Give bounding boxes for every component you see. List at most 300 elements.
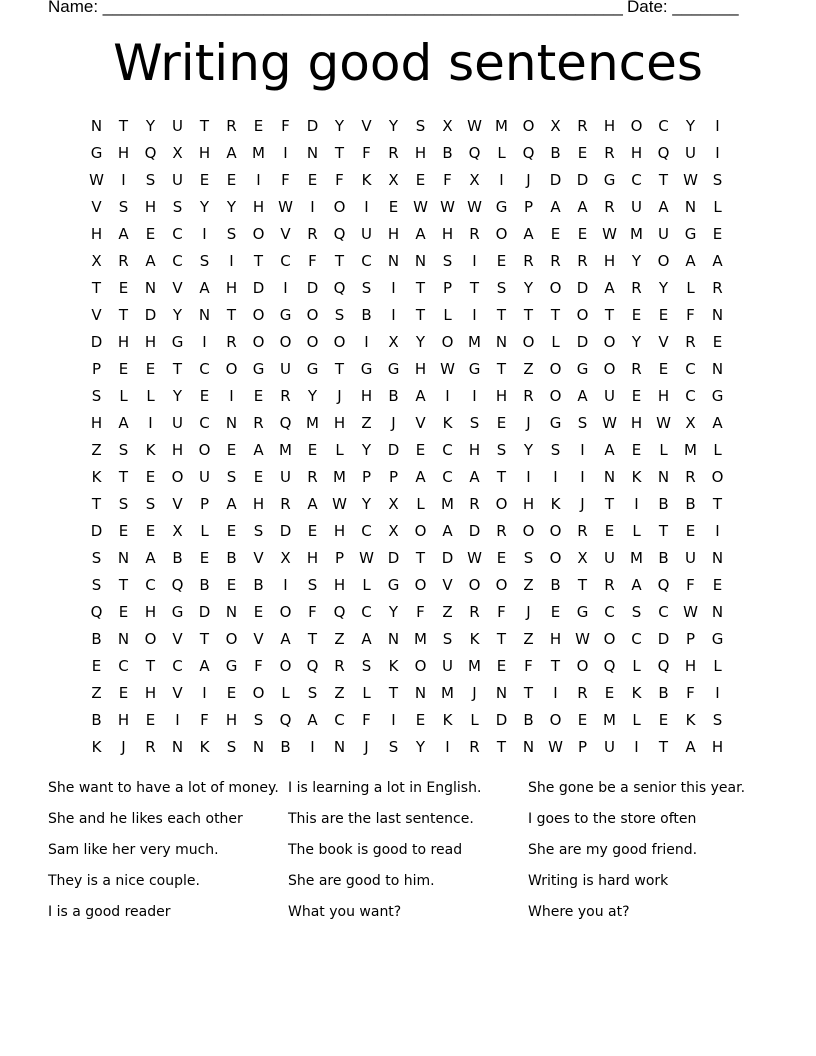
grid-letter: O [603, 629, 616, 648]
grid-letter: A [469, 467, 480, 486]
grid-letter: M [279, 440, 292, 459]
grid-letter: I [283, 575, 288, 594]
grid-letter: N [225, 602, 238, 621]
grid-letter: W [359, 548, 374, 567]
word-list-item: The book is good to read [288, 842, 463, 858]
grid-letter: I [283, 278, 288, 297]
grid-letter: A [145, 251, 156, 270]
grid-letter: O [414, 575, 427, 594]
grid-letter: L [713, 656, 722, 675]
grid-letter: G [171, 602, 184, 621]
grid-letter: O [495, 224, 508, 243]
grid-letter: T [496, 359, 507, 378]
grid-letter: I [715, 521, 720, 540]
grid-letter: Q [657, 575, 670, 594]
grid-letter: H [414, 359, 427, 378]
grid-letter: Q [306, 656, 319, 675]
grid-letter: Y [388, 602, 399, 621]
grid-letter: I [634, 737, 639, 756]
grid-letter: S [712, 710, 723, 729]
grid-letter: A [145, 548, 156, 567]
grid-letter: S [145, 170, 156, 189]
grid-letter: U [199, 467, 210, 486]
grid-letter: E [658, 359, 669, 378]
grid-letter: Z [442, 602, 453, 621]
word-list-item: I goes to the store often [528, 811, 697, 827]
grid-letter: X [685, 413, 696, 432]
grid-letter: S [145, 494, 156, 513]
grid-letter: X [388, 170, 399, 189]
grid-letter: V [91, 197, 102, 216]
grid-letter: W [602, 224, 617, 243]
grid-letter: O [441, 332, 454, 351]
grid-letter: S [523, 548, 534, 567]
grid-letter: J [472, 683, 477, 702]
grid-letter: T [118, 305, 129, 324]
grid-letter: Z [523, 359, 534, 378]
grid-letter: O [306, 332, 319, 351]
grid-letter: T [172, 359, 183, 378]
grid-letter: E [496, 548, 507, 567]
grid-letter: N [252, 737, 265, 756]
grid-letter: L [713, 197, 722, 216]
grid-letter: G [549, 413, 562, 432]
grid-letter: Y [361, 440, 372, 459]
grid-letter: G [279, 305, 292, 324]
grid-letter: B [658, 548, 669, 567]
grid-letter: T [523, 305, 534, 324]
grid-letter: V [415, 413, 426, 432]
grid-letter: W [602, 413, 617, 432]
grid-letter: A [712, 413, 723, 432]
grid-letter: L [200, 521, 209, 540]
grid-letter: R [523, 251, 534, 270]
grid-letter: I [526, 467, 531, 486]
grid-letter: I [445, 737, 450, 756]
grid-letter: W [548, 737, 563, 756]
grid-letter: U [172, 170, 183, 189]
grid-letter: H [630, 143, 643, 162]
grid-letter: A [685, 251, 696, 270]
grid-letter: W [278, 197, 293, 216]
grid-letter: N [117, 548, 130, 567]
grid-letter: D [549, 170, 562, 189]
grid-letter: S [91, 386, 102, 405]
grid-letter: H [144, 602, 157, 621]
grid-letter: N [198, 305, 211, 324]
word-search-grid [83, 112, 731, 760]
grid-letter: R [685, 332, 696, 351]
grid-letter: E [307, 440, 318, 459]
grid-letter: C [604, 602, 615, 621]
grid-letter: S [172, 197, 183, 216]
grid-letter: H [144, 332, 157, 351]
grid-letter: T [496, 737, 507, 756]
grid-letter: A [550, 197, 561, 216]
grid-letter: I [472, 386, 477, 405]
grid-letter: V [253, 629, 264, 648]
grid-letter: O [549, 386, 562, 405]
grid-letter: O [549, 521, 562, 540]
word-list [48, 778, 768, 933]
grid-letter: V [253, 548, 264, 567]
grid-letter: T [145, 656, 156, 675]
grid-letter: Z [334, 629, 345, 648]
grid-letter: A [577, 386, 588, 405]
grid-letter: T [334, 251, 345, 270]
grid-letter: G [468, 359, 481, 378]
grid-letter: I [310, 737, 315, 756]
grid-letter: D [90, 332, 103, 351]
grid-letter: Q [333, 602, 346, 621]
grid-letter: E [253, 602, 264, 621]
grid-letter: B [442, 143, 453, 162]
grid-letter: H [468, 440, 481, 459]
grid-letter: Q [333, 278, 346, 297]
grid-letter: K [550, 494, 561, 513]
grid-letter: G [603, 170, 616, 189]
grid-letter: A [415, 386, 426, 405]
grid-letter: R [307, 224, 318, 243]
grid-letter: I [256, 170, 261, 189]
grid-letter: M [684, 440, 697, 459]
grid-letter: T [226, 305, 237, 324]
grid-letter: H [549, 629, 562, 648]
grid-letter: N [90, 116, 103, 135]
grid-letter: O [198, 440, 211, 459]
grid-letter: A [631, 575, 642, 594]
grid-letter: B [658, 494, 669, 513]
grid-letter: E [604, 683, 615, 702]
grid-letter: I [580, 440, 585, 459]
grid-letter: R [577, 251, 588, 270]
grid-letter: I [121, 170, 126, 189]
grid-letter: B [253, 575, 264, 594]
grid-letter: H [171, 440, 184, 459]
word-list-item: She and he likes each other [48, 811, 243, 827]
grid-letter: N [387, 629, 400, 648]
grid-letter: X [388, 332, 399, 351]
grid-letter: H [414, 143, 427, 162]
grid-letter: F [524, 656, 533, 675]
grid-letter: N [387, 251, 400, 270]
grid-letter: V [361, 116, 372, 135]
grid-letter: I [634, 494, 639, 513]
grid-letter: S [361, 278, 372, 297]
grid-letter: L [551, 332, 560, 351]
grid-letter: H [117, 143, 130, 162]
grid-letter: C [685, 386, 696, 405]
grid-letter: M [306, 413, 319, 432]
grid-letter: E [226, 683, 237, 702]
word-list-item: She are my good friend. [528, 842, 698, 858]
grid-letter: L [362, 683, 371, 702]
grid-letter: X [172, 143, 183, 162]
word-list-item: She want to have a lot of money. [48, 780, 279, 796]
grid-letter: M [333, 467, 346, 486]
grid-letter: J [364, 737, 369, 756]
word-list-item: I is learning a lot in English. [288, 780, 482, 796]
grid-letter: X [577, 548, 588, 567]
grid-letter: J [121, 737, 126, 756]
grid-letter: T [469, 278, 480, 297]
grid-letter: R [577, 521, 588, 540]
grid-letter: D [576, 278, 589, 297]
grid-letter: F [686, 575, 695, 594]
grid-letter: X [442, 116, 453, 135]
grid-letter: S [226, 224, 237, 243]
grid-letter: O [549, 548, 562, 567]
grid-letter: P [91, 359, 102, 378]
grid-letter: O [414, 656, 427, 675]
grid-letter: E [388, 197, 399, 216]
name-field: Name: _______________________________________________________ [48, 0, 623, 16]
grid-letter: H [333, 575, 346, 594]
grid-letter: D [198, 602, 211, 621]
grid-letter: Q [468, 143, 481, 162]
word-list-item: She gone be a senior this year. [528, 780, 746, 796]
grid-letter: E [118, 602, 129, 621]
grid-letter: G [576, 359, 589, 378]
grid-letter: Q [522, 143, 535, 162]
grid-letter: G [90, 143, 103, 162]
grid-letter: X [550, 116, 561, 135]
grid-letter: H [441, 224, 454, 243]
grid-letter: R [388, 143, 399, 162]
grid-letter: S [118, 440, 129, 459]
grid-letter: C [631, 629, 642, 648]
grid-letter: A [604, 440, 615, 459]
grid-letter: W [683, 170, 698, 189]
grid-letter: H [144, 683, 157, 702]
grid-letter: I [364, 197, 369, 216]
grid-letter: U [604, 548, 615, 567]
grid-letter: R [253, 413, 264, 432]
grid-letter: O [225, 629, 238, 648]
grid-letter: E [496, 251, 507, 270]
grid-letter: F [362, 710, 371, 729]
grid-letter: X [469, 170, 480, 189]
grid-letter: E [145, 467, 156, 486]
grid-letter: D [279, 521, 292, 540]
grid-letter: G [171, 332, 184, 351]
grid-letter: J [391, 413, 396, 432]
grid-letter: O [495, 494, 508, 513]
grid-letter: Y [172, 305, 183, 324]
grid-letter: U [172, 116, 183, 135]
grid-letter: E [226, 170, 237, 189]
grid-letter: T [550, 305, 561, 324]
grid-letter: R [118, 251, 129, 270]
grid-letter: Z [91, 683, 102, 702]
grid-letter: M [441, 683, 454, 702]
grid-letter: Y [631, 332, 642, 351]
grid-letter: A [577, 197, 588, 216]
grid-letter: T [658, 170, 669, 189]
grid-letter: A [442, 521, 453, 540]
grid-letter: Q [279, 413, 292, 432]
grid-letter: R [469, 224, 480, 243]
grid-letter: N [711, 359, 724, 378]
grid-letter: U [280, 359, 291, 378]
word-list-item: What you want? [288, 904, 402, 920]
grid-letter: V [172, 278, 183, 297]
grid-letter: S [253, 521, 264, 540]
grid-letter: E [550, 224, 561, 243]
grid-letter: D [576, 332, 589, 351]
grid-letter: S [307, 683, 318, 702]
grid-letter: E [118, 278, 129, 297]
grid-letter: S [577, 413, 588, 432]
grid-letter: E [631, 386, 642, 405]
grid-letter: E [307, 521, 318, 540]
grid-letter: O [279, 656, 292, 675]
grid-letter: F [497, 602, 506, 621]
grid-letter: O [576, 305, 589, 324]
grid-letter: B [523, 710, 534, 729]
grid-letter: H [90, 224, 103, 243]
grid-letter: E [577, 710, 588, 729]
grid-letter: E [658, 305, 669, 324]
page-title: Writing good sentences [113, 34, 703, 92]
grid-letter: A [415, 467, 426, 486]
grid-letter: W [467, 197, 482, 216]
grid-letter: C [172, 656, 183, 675]
grid-letter: I [715, 683, 720, 702]
grid-letter: O [279, 602, 292, 621]
grid-letter: T [523, 683, 534, 702]
grid-letter: S [496, 440, 507, 459]
grid-letter: O [522, 332, 535, 351]
word-list-item: They is a nice couple. [48, 873, 200, 889]
grid-letter: A [226, 494, 237, 513]
grid-letter: B [91, 710, 102, 729]
grid-letter: K [442, 710, 453, 729]
grid-letter: R [145, 737, 156, 756]
grid-letter: S [307, 575, 318, 594]
grid-letter: E [577, 143, 588, 162]
grid-letter: A [199, 656, 210, 675]
grid-letter: G [684, 224, 697, 243]
grid-letter: T [550, 656, 561, 675]
grid-letter: Q [279, 710, 292, 729]
grid-letter: T [334, 143, 345, 162]
grid-letter: Q [657, 656, 670, 675]
grid-letter: J [526, 413, 531, 432]
grid-letter: G [225, 656, 238, 675]
grid-letter: R [469, 737, 480, 756]
grid-letter: E [118, 359, 129, 378]
grid-letter: A [199, 278, 210, 297]
grid-letter: R [226, 332, 237, 351]
grid-letter: O [306, 305, 319, 324]
grid-letter: N [144, 278, 157, 297]
grid-letter: O [495, 575, 508, 594]
grid-letter: Q [171, 575, 184, 594]
grid-letter: W [575, 629, 590, 648]
grid-letter: Y [388, 116, 399, 135]
grid-letter: B [388, 386, 399, 405]
grid-letter: Y [523, 440, 534, 459]
grid-letter: B [658, 683, 669, 702]
grid-letter: Q [657, 143, 670, 162]
grid-letter: B [280, 737, 291, 756]
grid-letter: P [523, 197, 534, 216]
grid-letter: S [334, 305, 345, 324]
grid-letter: C [685, 359, 696, 378]
grid-letter: N [333, 737, 346, 756]
grid-letter: O [522, 116, 535, 135]
grid-letter: R [334, 656, 345, 675]
grid-letter: R [577, 116, 588, 135]
date-field: Date: _______ [627, 0, 739, 16]
grid-letter: O [711, 467, 724, 486]
grid-letter: U [604, 386, 615, 405]
grid-letter: L [632, 656, 641, 675]
grid-letter: Z [91, 440, 102, 459]
grid-letter: B [685, 494, 696, 513]
grid-letter: T [334, 359, 345, 378]
grid-letter: R [577, 683, 588, 702]
grid-letter: E [712, 332, 723, 351]
grid-letter: H [333, 413, 346, 432]
grid-letter: U [685, 143, 696, 162]
grid-letter: E [226, 521, 237, 540]
grid-letter: C [658, 602, 669, 621]
grid-letter: C [361, 602, 372, 621]
grid-letter: G [360, 359, 373, 378]
grid-letter: O [333, 332, 346, 351]
grid-letter: S [118, 494, 129, 513]
grid-letter: I [175, 710, 180, 729]
grid-letter: O [252, 305, 265, 324]
grid-letter: R [496, 521, 507, 540]
grid-letter: T [415, 548, 426, 567]
grid-letter: T [388, 683, 399, 702]
grid-letter: S [91, 575, 102, 594]
grid-letter: M [468, 332, 481, 351]
grid-letter: K [361, 170, 372, 189]
grid-letter: P [685, 629, 696, 648]
grid-letter: O [522, 521, 535, 540]
grid-letter: L [497, 143, 506, 162]
grid-letter: L [713, 440, 722, 459]
grid-letter: E [415, 170, 426, 189]
grid-letter: B [226, 548, 237, 567]
grid-letter: E [712, 224, 723, 243]
grid-letter: T [496, 467, 507, 486]
grid-letter: O [225, 359, 238, 378]
grid-letter: C [658, 116, 669, 135]
grid-letter: P [361, 467, 372, 486]
grid-letter: K [442, 413, 453, 432]
grid-letter: E [415, 440, 426, 459]
grid-letter: G [387, 575, 400, 594]
grid-letter: X [388, 494, 399, 513]
grid-letter: H [387, 224, 400, 243]
grid-letter: E [199, 386, 210, 405]
grid-letter: O [603, 359, 616, 378]
grid-letter: I [202, 224, 207, 243]
grid-letter: E [496, 656, 507, 675]
grid-letter: I [445, 386, 450, 405]
grid-letter: Y [226, 197, 237, 216]
grid-letter: R [685, 467, 696, 486]
grid-letter: F [308, 602, 317, 621]
grid-letter: W [656, 413, 671, 432]
grid-letter: C [442, 440, 453, 459]
grid-letter: W [440, 359, 455, 378]
